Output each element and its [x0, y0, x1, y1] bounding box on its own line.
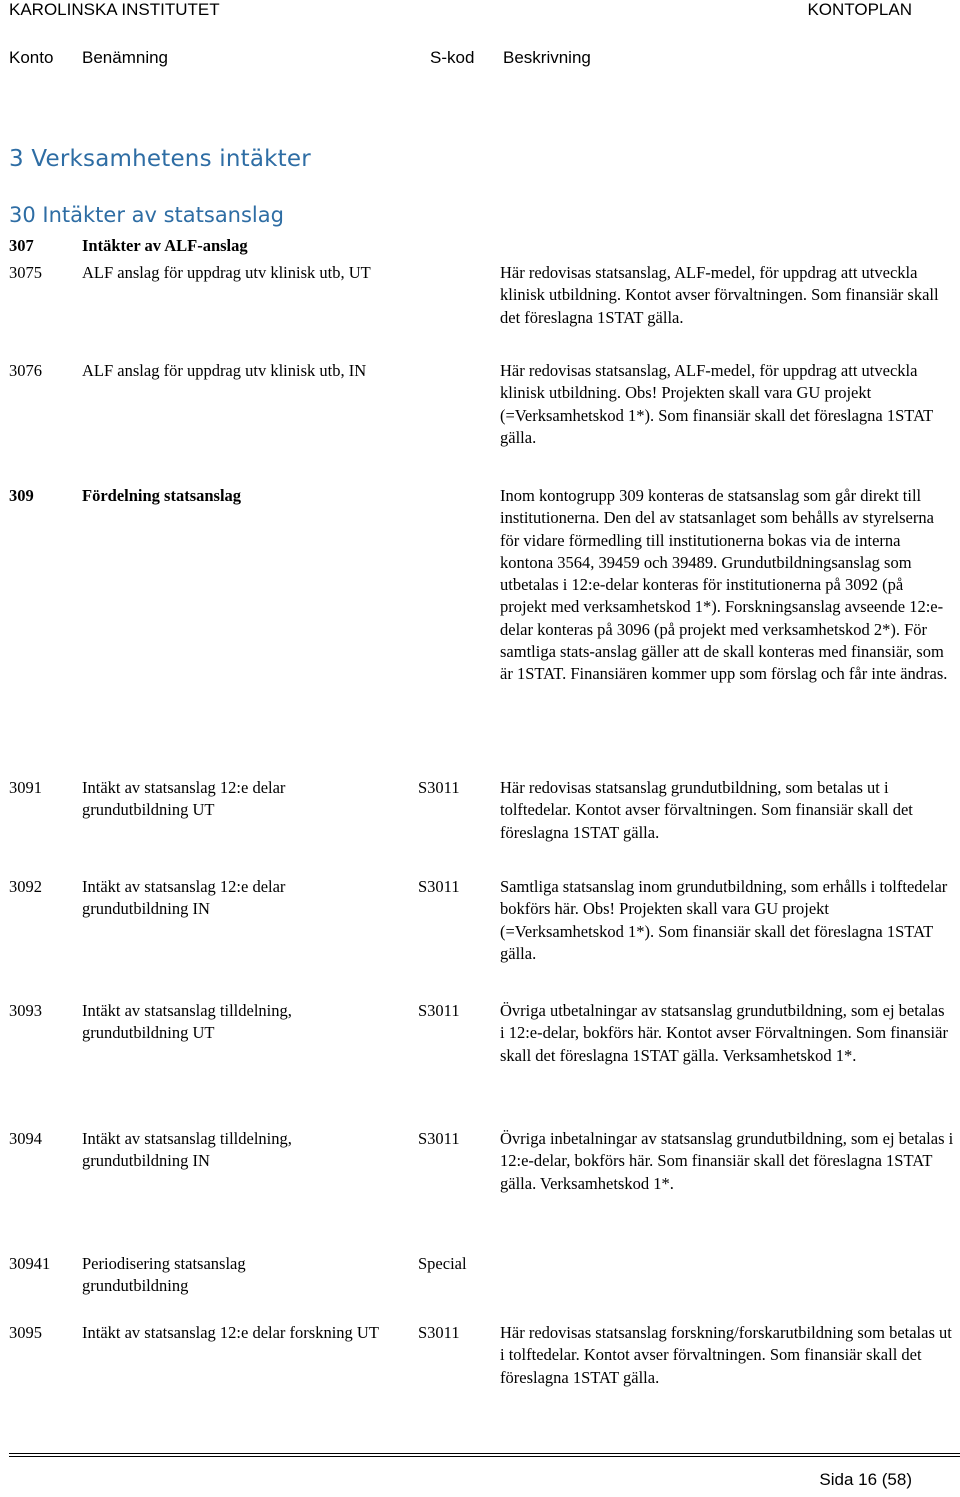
account-code: 3075 — [9, 263, 42, 282]
account-name: Intäkt av statsanslag 12:e delar grundutbildning IN — [82, 877, 286, 919]
account-name: ALF anslag för uppdrag utv klinisk utb, UT — [82, 263, 371, 282]
subsection-heading: 30 Intäkter av statsanslag — [9, 203, 284, 227]
account-code: 3094 — [9, 1129, 42, 1148]
s-kod: S3011 — [418, 1129, 460, 1148]
account-description: Inom kontogrupp 309 konteras de statsanslag som går direkt till institutionerna. Den del av statsanlaget som behålls av styrelserna för vidare förmedling till institutionerna bokas via de interna kontona 3564, 39459 och 39489. Grundutbildningsanslag som utbetalas i 12:e-delar konteras för institutionerna på 3092 (på projekt med verksamhetskod 1*). Forskningsanslag avseende 12:e-delar konteras på 3096 (på projekt med verksamhetskod 2*). För samtliga stats-anslag gäller att de skall konteras med finansiär, som är 1STAT. Finansiären kommer upp som förslag och får inte ändras. — [500, 486, 948, 684]
account-description: Här redovisas statsanslag, ALF-medel, för uppdrag att utveckla klinisk utbildning. Kontot avser förvaltningen. Som finansiär skall det föreslagna 1STAT gälla. — [500, 263, 939, 327]
account-name: Intäkter av ALF-anslag — [82, 236, 248, 255]
account-description: Övriga inbetalningar av statsanslag grundutbildning, som ej betalas i 12:e-delar, bokförs här. Som finansiär skall det föreslagna 1STAT gälla. Verksamhetskod 1*. — [500, 1129, 954, 1193]
s-kod: S3011 — [418, 877, 460, 896]
column-header — [0, 48, 960, 70]
account-code: 3091 — [9, 778, 42, 797]
account-description: Samtliga statsanslag inom grundutbildning, som erhålls i tolftedelar bokförs här. Obs! Projekten skall vara GU projekt (=Verksamhetskod 1*). Som finansiär skall det föreslagna 1STAT gälla. — [500, 877, 948, 963]
document-title: KONTOPLAN — [807, 0, 912, 19]
account-name: Intäkt av statsanslag 12:e delar forskning UT — [82, 1323, 379, 1342]
account-description: Här redovisas statsanslag forskning/forskarutbildning som betalas ut i tolftedelar. Kontot avser förvaltningen. Som finansiär skall det föreslagna 1STAT gälla. — [500, 1323, 952, 1387]
s-kod: Special — [418, 1254, 467, 1273]
org-name: KAROLINSKA INSTITUTET — [9, 0, 220, 19]
account-code: 30941 — [9, 1254, 51, 1273]
account-name: Intäkt av statsanslag tilldelning, grundutbildning IN — [82, 1129, 292, 1171]
account-name: Periodisering statsanslag grundutbildning — [82, 1254, 246, 1296]
page-number: Sida 16 (58) — [819, 1470, 912, 1489]
account-name: Intäkt av statsanslag tilldelning, grundutbildning UT — [82, 1001, 292, 1043]
account-name: ALF anslag för uppdrag utv klinisk utb, IN — [82, 361, 367, 380]
account-description: Här redovisas statsanslag, ALF-medel, för uppdrag att utveckla klinisk utbildning. Obs! Projekten skall vara GU projekt (=Verksamhetskod 1*). Som finansiär skall det föreslagna 1STAT gälla. — [500, 361, 933, 447]
col-skod: S-kod — [430, 48, 475, 67]
account-name: Intäkt av statsanslag 12:e delar grundutbildning UT — [82, 778, 286, 820]
account-code: 3092 — [9, 877, 42, 896]
col-konto: Konto — [9, 48, 54, 67]
account-code: 3076 — [9, 361, 42, 380]
account-name: Fördelning statsanslag — [82, 486, 242, 505]
s-kod: S3011 — [418, 1323, 460, 1342]
account-code: 3093 — [9, 1001, 42, 1020]
running-header — [0, 0, 960, 22]
account-code: 309 — [9, 486, 34, 505]
account-description: Här redovisas statsanslag grundutbildning, som betalas ut i tolftedelar. Kontot avser förvaltningen. Som finansiär skall det föreslagna 1STAT gälla. — [500, 778, 913, 842]
account-code: 307 — [9, 236, 34, 255]
col-beskrivning: Beskrivning — [503, 48, 591, 67]
s-kod: S3011 — [418, 1001, 460, 1020]
account-code: 3095 — [9, 1323, 42, 1342]
s-kod: S3011 — [418, 778, 460, 797]
account-description: Övriga utbetalningar av statsanslag grundutbildning, som ej betalas i 12:e-delar, bokförs här. Kontot avser Förvaltningen. Som finansiär skall det föreslagna 1STAT gälla. Verksamhetskod 1*. — [500, 1001, 948, 1065]
section-heading: 3 Verksamhetens intäkter — [9, 146, 311, 172]
footer-divider — [9, 1453, 960, 1457]
col-benamning: Benämning — [82, 48, 169, 67]
